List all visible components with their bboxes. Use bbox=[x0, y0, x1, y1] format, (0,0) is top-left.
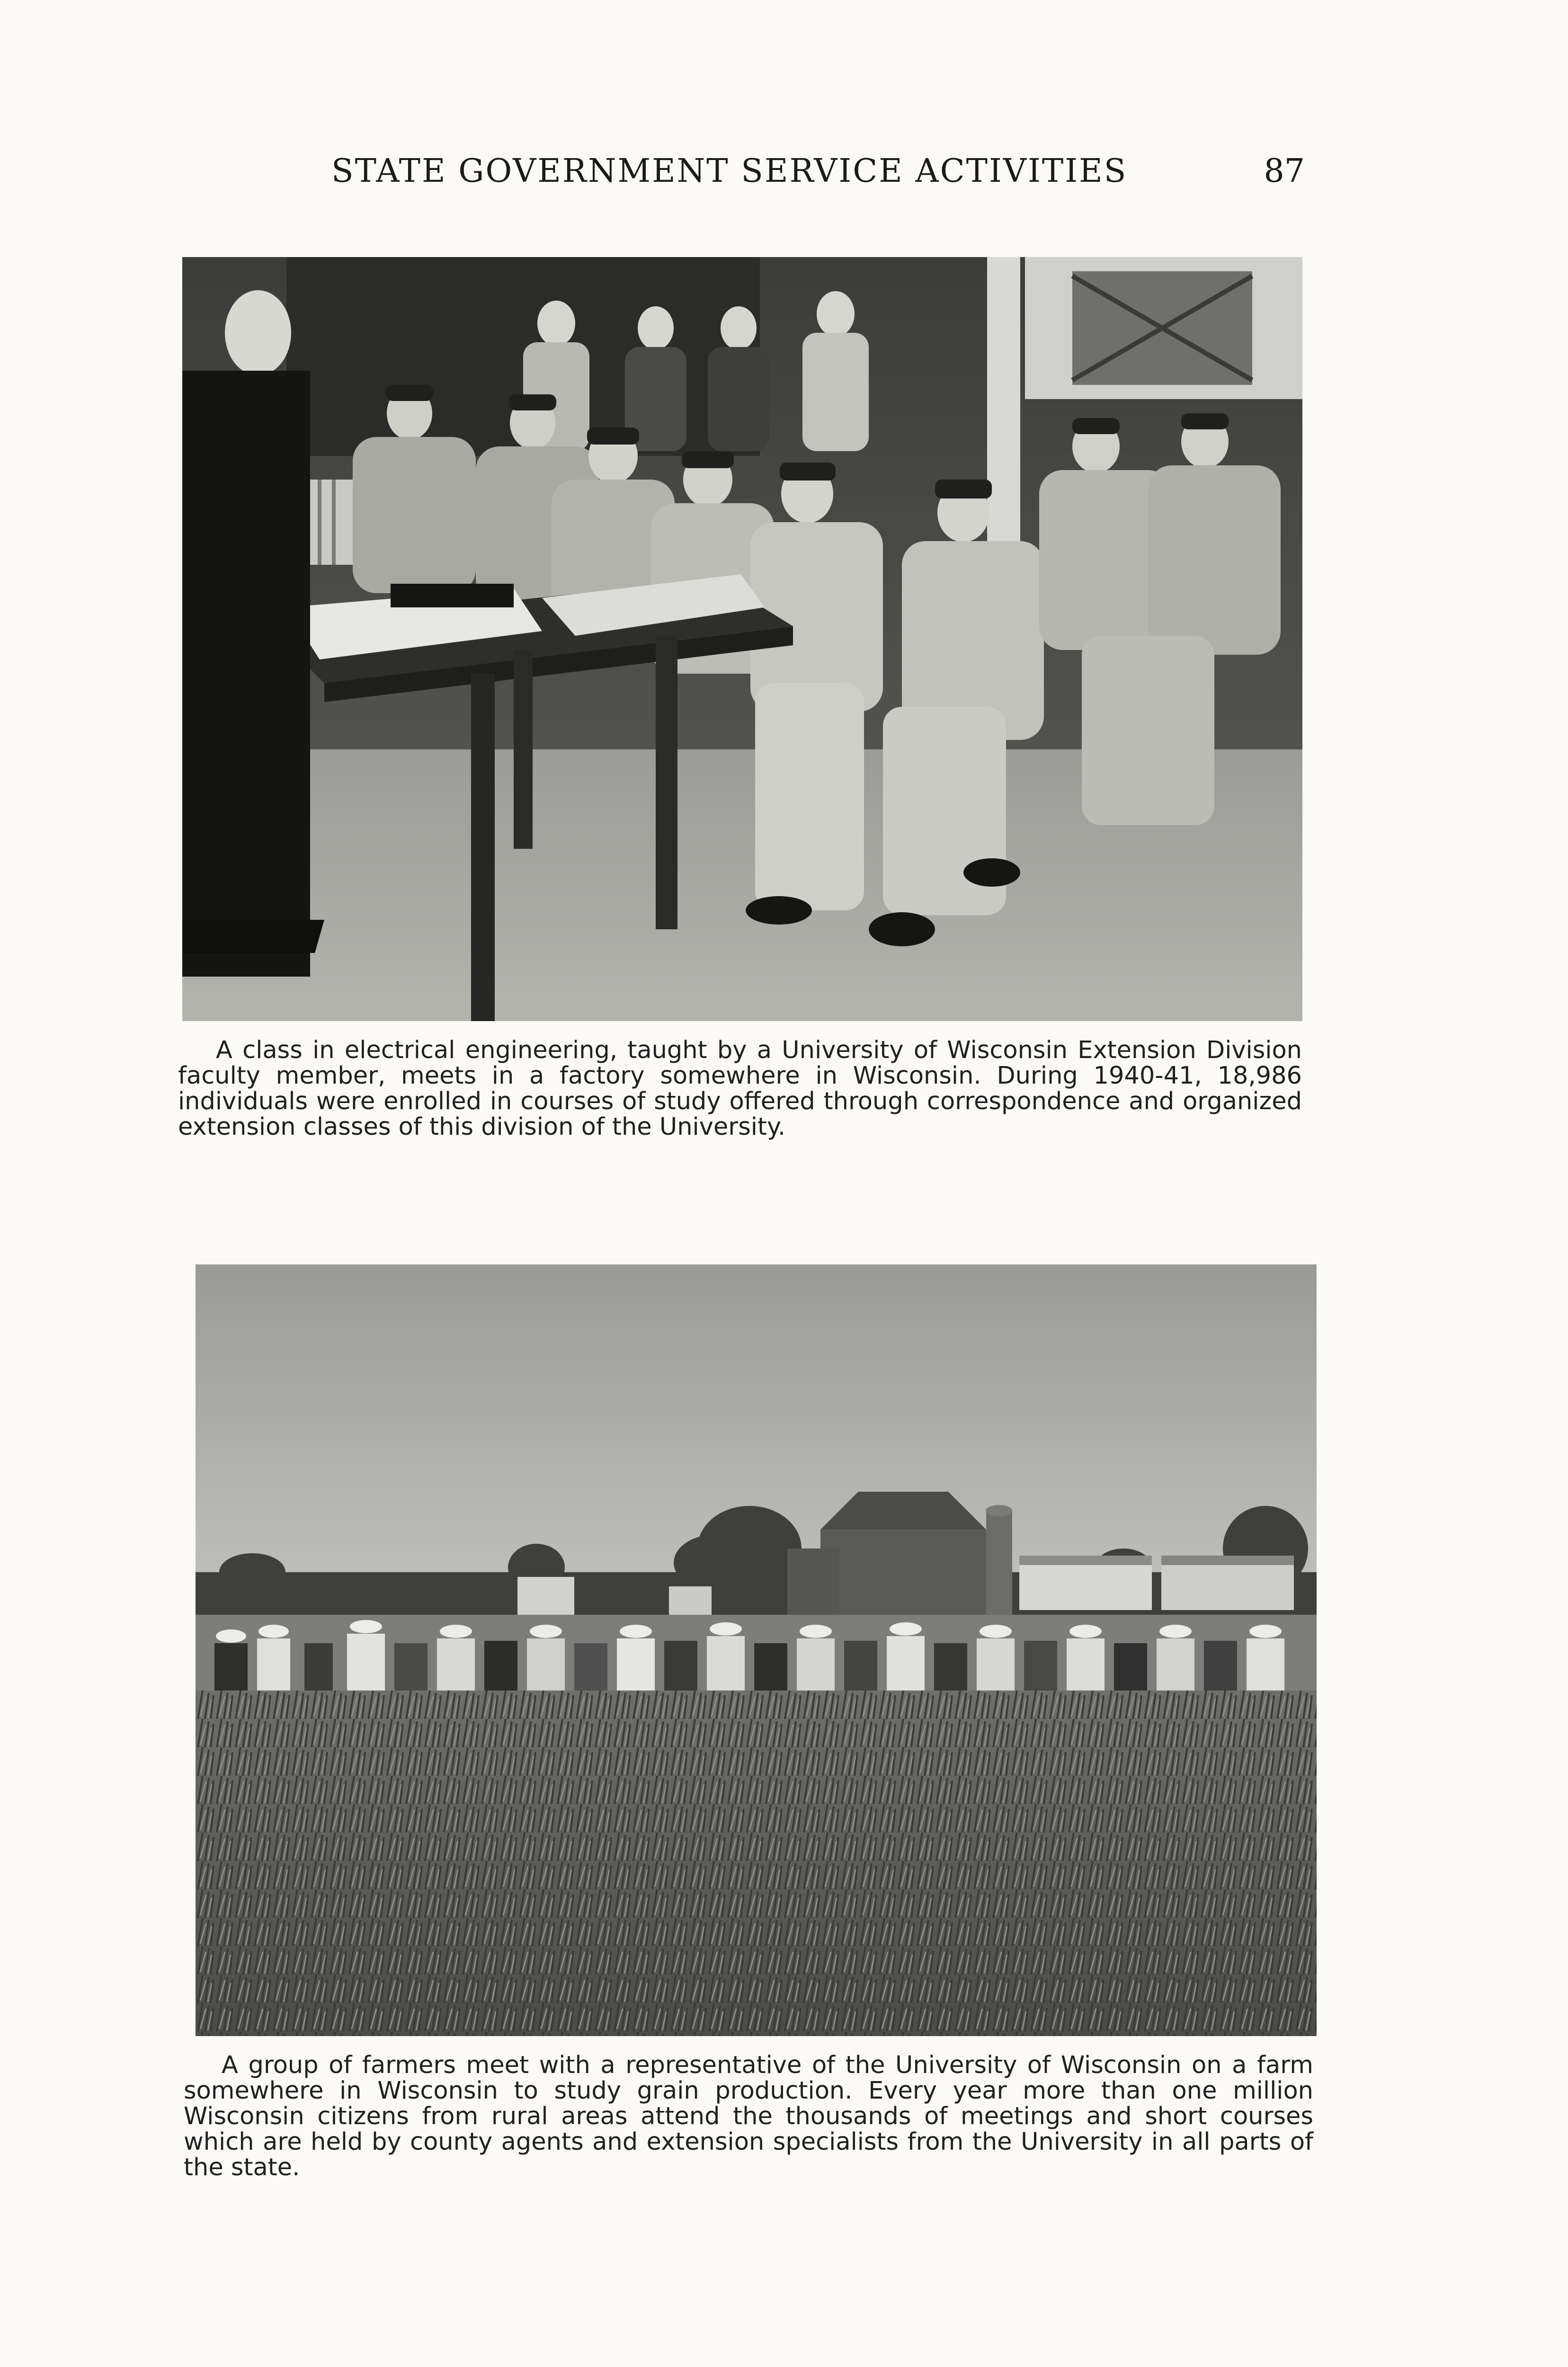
classroom-photo bbox=[182, 257, 1302, 1021]
farm-field-illustration bbox=[196, 1264, 1317, 2036]
page-number: 87 bbox=[1264, 152, 1305, 190]
classroom-caption: A class in electrical engineering, taught by a University of Wisconsin Extension Division faculty member, meets in a factory somewhere in Wisconsin. During 1940-41, 18,986 individuals were enrolled in courses of study offered through correspondence and organized extension classes of this division of the University. bbox=[178, 1036, 1302, 1141]
classroom-photo-illustration bbox=[182, 257, 1302, 1021]
farm-field-photo bbox=[196, 1264, 1317, 2036]
farm-field-caption: A group of farmers meet with a representative of the University of Wisconsin on a farm somewhere in Wisconsin to study grain production. Every year more than one million Wisconsin citizens from rural areas attend the thousands of meetings and short courses which are held by county agents and extension specialists from the University in all parts of the state. bbox=[184, 2051, 1313, 2181]
running-title: STATE GOVERNMENT SERVICE ACTIVITIES bbox=[331, 152, 1128, 190]
running-head bbox=[331, 152, 1305, 205]
